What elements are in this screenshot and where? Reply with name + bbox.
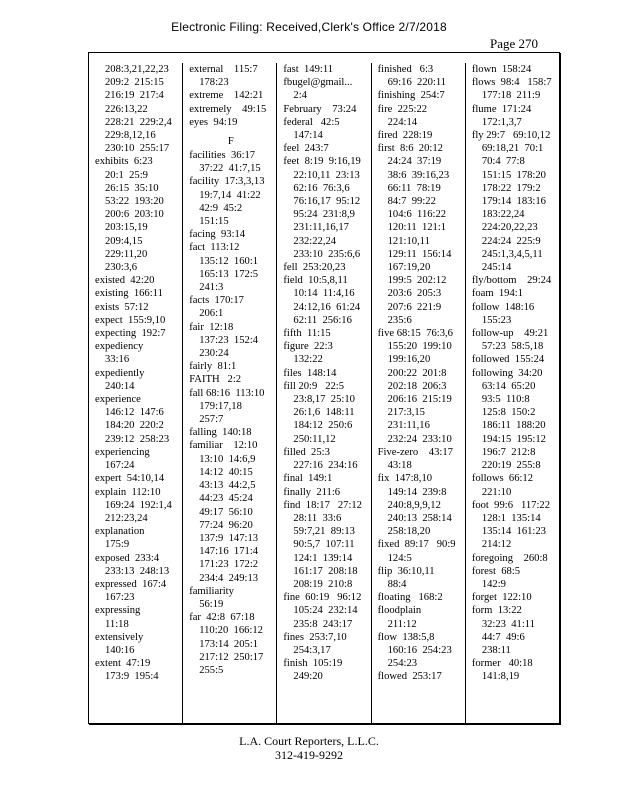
index-page-refs: 226:13,22	[105, 103, 148, 115]
index-page-refs: 38:6 39:16,23	[387, 169, 450, 181]
index-entry: facility 17:3,3,13	[189, 176, 265, 188]
index-entry: former 40:18	[471, 658, 533, 670]
index-entry: fbugel@gmail...	[283, 77, 353, 89]
index-page-refs: 77:24 96:20	[199, 519, 253, 531]
index-page-refs: 229:8,12,16	[105, 130, 156, 142]
index-page-refs: 161:17 208:18	[293, 565, 358, 577]
index-page-refs: 110:20 166:12	[199, 625, 263, 637]
index-entry: facing 93:14	[189, 229, 246, 241]
index-page-refs: 167:23	[105, 592, 135, 604]
index-page-refs: 28:11 33:6	[293, 512, 342, 524]
index-entry: experiencing	[95, 446, 150, 458]
index-page-refs: 199:5 202:12	[387, 275, 447, 287]
index-page-refs: 135:14 161:23	[481, 526, 546, 538]
index-page-refs: 124:1 139:14	[293, 552, 353, 564]
index-entry: feel 243:7	[283, 143, 329, 155]
index-page-refs: 196:7 212:8	[481, 446, 536, 458]
index-page-refs: 62:11 256:16	[293, 314, 352, 326]
index-entry: forest 68:5	[471, 565, 521, 577]
index-page-refs: 66:11 78:19	[387, 182, 441, 194]
index-page-refs: 151:15 178:20	[481, 169, 546, 181]
index-entry: extent 47:19	[95, 658, 151, 670]
index-page-refs: 44:7 49:6	[481, 631, 525, 643]
index-entry: February 73:24	[283, 103, 357, 115]
index-page-refs: 258:18,20	[387, 526, 431, 538]
reporter-name: L.A. Court Reporters, L.L.C.	[239, 734, 379, 748]
index-page-refs: 2:4	[293, 90, 307, 102]
index-page-refs: 88:4	[387, 578, 407, 590]
index-entry: floating 168:2	[377, 592, 443, 604]
index-page-refs: 212:23,24	[105, 512, 148, 524]
index-page-refs: 224:14	[387, 116, 418, 128]
index-entry: fill 20:9 22:5	[283, 380, 345, 392]
index-page-refs: 26:15 35:10	[105, 182, 159, 194]
index-page-refs: 184:20 220:2	[105, 420, 164, 432]
index-page-refs: 165:13 172:5	[199, 268, 259, 280]
index-entry: familiarity	[189, 585, 234, 597]
index-entry: expediency	[95, 341, 144, 353]
index-page-refs: 149:14 239:8	[387, 486, 447, 498]
index-page-refs: 233:13 248:13	[105, 565, 170, 577]
index-entry: follows 66:12	[471, 473, 534, 485]
index-page-refs: 230:3,6	[105, 262, 138, 274]
index-entry: flume 171:24	[471, 103, 532, 115]
index-entry: figure 22:3	[283, 341, 333, 353]
index-page-refs: 184:12 250:6	[293, 420, 353, 432]
index-page-refs: 227:16 234:16	[293, 460, 358, 472]
index-entry: finished 6:3	[377, 64, 434, 75]
index-page-refs: 231:11,16,17	[293, 222, 349, 234]
index-page-refs: 177:18 211:9	[481, 90, 541, 102]
index-entry: familiar 12:10	[189, 440, 258, 452]
index-entry: fine 60:19 96:12	[283, 592, 362, 604]
index-page-refs: 254:3,17	[293, 644, 331, 656]
index-entry: fired 228:19	[377, 130, 433, 142]
index-page-refs: 240:14	[105, 380, 135, 392]
index-page-refs: 69:16 220:11	[387, 77, 447, 89]
index-page-refs: 57:23 58:5,18	[481, 341, 544, 353]
index-entry: eyes 94:19	[189, 116, 238, 128]
index-entry: fire 225:22	[377, 103, 428, 115]
index-page-refs: 224:20,22,23	[481, 222, 538, 234]
index-page-refs: 62:16 76:3,6	[293, 182, 350, 194]
index-page-refs: 76:16,17 95:12	[293, 196, 361, 208]
index-entry: flowed 253:17	[377, 671, 442, 683]
index-page-refs: 224:24 225:9	[481, 235, 541, 247]
index-page-refs: 194:15 195:12	[481, 433, 546, 445]
index-entry: expressed 167:4	[95, 578, 167, 590]
index-page-refs: 229:11,20	[105, 248, 148, 260]
index-entry: following 34:20	[471, 367, 543, 379]
index-page-refs: 167:24	[105, 460, 135, 472]
index-page-refs: 183:22,24	[481, 209, 525, 221]
index-page-refs: 238:11	[481, 644, 511, 656]
index-page-refs: 179:17,18	[199, 400, 242, 412]
index-page-refs: 141:8,19	[481, 671, 520, 683]
index-page-refs: 43:18	[387, 460, 412, 472]
index-entry: followed 155:24	[471, 354, 545, 366]
index-page-refs: 69:18,21 70:1	[481, 143, 544, 155]
index-page-refs: 239:12 258:23	[105, 433, 170, 445]
index-page-refs: 240:8,9,9,12	[387, 499, 441, 511]
index-page-refs: 155:23	[481, 314, 512, 326]
index-page-refs: 214:12	[481, 539, 512, 551]
index-entry: final 149:1	[283, 473, 333, 485]
index-page-refs: 124:5	[387, 552, 412, 564]
index-page-refs: 93:5 110:8	[481, 394, 530, 406]
index-page-refs: 186:11 188:20	[481, 420, 546, 432]
index-entry: fix 147:8,10	[377, 473, 433, 485]
index-page-refs: 203:15,19	[105, 222, 148, 234]
index-page-refs: 202:18 206:3	[387, 380, 447, 392]
index-page-refs: 234:4 249:13	[199, 572, 259, 584]
index-page-refs: 63:14 65:20	[481, 380, 536, 392]
index-page-refs: 24:12,16 61:24	[293, 301, 361, 313]
index-page-refs: 250:11,12	[293, 433, 336, 445]
index-entry: far 42:8 67:18	[189, 612, 255, 624]
index-page-refs: 178:23	[199, 77, 229, 89]
index-entry: falling 140:18	[189, 427, 252, 439]
index-entry: feet 8:19 9:16,19	[283, 156, 361, 168]
index-page-refs: 171:23 172:2	[199, 559, 259, 571]
index-entry: filled 25:3	[283, 446, 330, 458]
index-entry: fall 68:16 113:10	[189, 387, 265, 399]
index-page-refs: 151:15	[199, 216, 229, 228]
index-entry: form 13:22	[471, 605, 522, 617]
index-page-refs: 220:19 255:8	[481, 460, 541, 472]
index-page-refs: 257:7	[199, 414, 224, 426]
index-entry: extreme 142:21	[189, 90, 264, 102]
index-page-refs: 84:7 99:22	[387, 196, 436, 208]
index-page-refs: 173:14 205:1	[199, 638, 259, 650]
index-page-refs: 32:23 41:11	[481, 618, 535, 630]
index-page-refs: 56:19	[199, 598, 224, 610]
index-column-5	[465, 63, 559, 723]
index-entry: expecting 192:7	[95, 328, 166, 340]
index-page-refs: 172:1,3,7	[481, 116, 522, 128]
index-page-refs: 90:5,7 107:11	[293, 539, 355, 551]
index-page-refs: 249:20	[293, 671, 323, 683]
index-entry: fast 149:11	[283, 64, 334, 75]
index-page-refs: 147:14	[293, 130, 323, 142]
index-entry: extremely 49:15	[189, 103, 267, 115]
page-number: Page 270	[489, 36, 538, 51]
index-entry: extensively	[95, 631, 144, 643]
index-page-refs: 120:11 121:1	[387, 222, 447, 234]
footer	[0, 734, 618, 762]
index-page-refs: 37:22 41:7,15	[199, 163, 261, 175]
index-page-refs: 230:10 255:17	[105, 143, 170, 155]
index-page-refs: 228:21 229:2,4	[105, 116, 172, 128]
index-page-refs: 217:3,15	[387, 407, 425, 419]
index-entry: fell 253:20,23	[283, 262, 346, 274]
index-entry: foregoing 260:8	[471, 552, 548, 564]
index-page-refs: 146:12 147:6	[105, 407, 164, 419]
index-page-refs: 231:11,16	[387, 420, 430, 432]
index-column-1	[89, 63, 182, 723]
index-entry: foam 194:1	[471, 288, 524, 300]
index-entry: fly 29:7 69:10,12	[471, 130, 551, 142]
index-page-refs: 23:8,17 25:10	[293, 394, 355, 406]
index-entry: fact 113:12	[189, 242, 240, 254]
index-page-refs: 53:22 193:20	[105, 196, 164, 208]
index-entry: find 18:17 27:12	[283, 499, 362, 511]
index-entry: exhibits 6:23	[95, 156, 153, 168]
index-entry: flow 138:5,8	[377, 631, 435, 643]
index-table	[88, 52, 560, 724]
index-entry: experience	[95, 394, 141, 406]
index-entry: follow 148:16	[471, 301, 535, 313]
letter-heading: F	[227, 136, 234, 148]
index-page-refs: 167:19,20	[387, 262, 431, 274]
index-entry: existing 166:11	[95, 288, 163, 300]
index-entry: fair 12:18	[189, 321, 234, 333]
index-page-refs: 128:1 135:14	[481, 512, 541, 524]
index-page-refs: 245:14	[481, 262, 512, 274]
index-page-refs: 208:19 210:8	[293, 578, 353, 590]
index-page-refs: 179:14 183:16	[481, 196, 546, 208]
index-page-refs: 147:16 171:4	[199, 546, 259, 558]
index-page-refs: 33:16	[105, 354, 130, 366]
index-entry: five 68:15 76:3,6	[377, 328, 453, 340]
index-page-refs: 129:11 156:14	[387, 248, 452, 260]
index-entry: fines 253:7,10	[283, 631, 347, 643]
index-entry: existed 42:20	[95, 275, 155, 287]
index-entry: expert 54:10,14	[95, 473, 165, 485]
index-page-refs: 206:1	[199, 308, 224, 320]
index-entry: expediently	[95, 367, 145, 379]
index-page-refs: 211:12	[387, 618, 417, 630]
index-page-refs: 160:16 254:23	[387, 644, 452, 656]
index-page-refs: 241:3	[199, 282, 224, 294]
index-page-refs: 255:5	[199, 664, 224, 676]
index-entry: floodplain	[377, 605, 422, 617]
index-entry: FAITH 2:2	[189, 374, 242, 386]
index-page-refs: 233:10 235:6,6	[293, 248, 361, 260]
index-page-refs: 216:19 217:4	[105, 90, 164, 102]
index-entry: finish 105:19	[283, 658, 343, 670]
index-page-refs: 155:20 199:10	[387, 341, 452, 353]
index-page-refs: 245:1,3,4,5,11	[481, 248, 543, 260]
index-page-refs: 43:13 44:2,5	[199, 480, 256, 492]
index-page-refs: 173:9 195:4	[105, 671, 159, 683]
index-page-refs: 207:6 221:9	[387, 301, 442, 313]
index-page-refs: 104:6 116:22	[387, 209, 447, 221]
index-entry: Five-zero 43:17	[377, 446, 453, 458]
index-page-refs: 22:10,11 23:13	[293, 169, 360, 181]
index-page-refs: 11:18	[105, 618, 129, 630]
index-entry: files 148:14	[283, 367, 337, 379]
index-page-refs: 240:13 258:14	[387, 512, 452, 524]
index-entry: finally 211:6	[283, 486, 341, 498]
index-column-4	[371, 63, 465, 723]
index-entry: follow-up 49:21	[471, 328, 549, 340]
index-page-refs: 105:24 232:14	[293, 605, 358, 617]
index-page-refs: 132:22	[293, 354, 323, 366]
index-columns	[89, 63, 559, 723]
index-page-refs: 20:1 25:9	[105, 169, 148, 181]
index-page-refs: 137:9 147:13	[199, 532, 259, 544]
index-entry: explanation	[95, 526, 145, 538]
index-page-refs: 125:8 150:2	[481, 407, 536, 419]
index-entry: fixed 89:17 90:9	[377, 539, 456, 551]
index-page-refs: 200:22 201:8	[387, 367, 447, 379]
index-page-refs: 42:9 45:2	[199, 202, 243, 214]
index-page-refs: 26:1,6 148:11	[293, 407, 355, 419]
index-entry: flows 98:4 158:7	[471, 77, 552, 89]
index-page-refs: 232:22,24	[293, 235, 337, 247]
index-page-refs: 59:7,21 89:13	[293, 526, 355, 538]
index-page-refs: 70:4 77:8	[481, 156, 525, 168]
index-page-refs: 135:12 160:1	[199, 255, 259, 267]
index-page-refs: 142:9	[481, 578, 506, 590]
index-page-refs: 175:9	[105, 539, 130, 551]
index-page-refs: 199:16,20	[387, 354, 431, 366]
index-page-refs: 217:12 250:17	[199, 651, 264, 663]
index-page-refs: 178:22 179:2	[481, 182, 541, 194]
index-page-refs: 206:16 215:19	[387, 394, 452, 406]
index-page-refs: 232:24 233:10	[387, 433, 452, 445]
reporter-phone: 312-419-9292	[275, 748, 343, 762]
index-entry: external 115:7	[189, 64, 258, 75]
index-page-refs: 209:4,15	[105, 235, 143, 247]
index-entry: expect 155:9,10	[95, 314, 166, 326]
index-page-refs: 24:24 37:19	[387, 156, 442, 168]
index-entry: forget 122:10	[471, 592, 532, 604]
index-page-refs: 13:10 14:6,9	[199, 453, 256, 465]
index-entry: first 8:6 20:12	[377, 143, 443, 155]
index-page-refs: 10:14 11:4,16	[293, 288, 355, 300]
index-page-refs: 95:24 231:8,9	[293, 209, 355, 221]
index-page-refs: 235:6	[387, 314, 412, 326]
index-entry: flown 158:24	[471, 64, 532, 75]
index-page-refs: 230:24	[199, 348, 229, 360]
index-page-refs: 44:23 45:24	[199, 493, 253, 505]
index-page-refs: 19:7,14 41:22	[199, 189, 261, 201]
index-entry: facts 170:17	[189, 295, 244, 307]
index-page-refs: 49:17 56:10	[199, 506, 253, 518]
efiling-stamp: Electronic Filing: Received,Clerk's Office 2/7/2018	[171, 20, 447, 34]
index-column-2	[182, 63, 276, 723]
index-page-refs: 221:10	[481, 486, 512, 498]
index-entry: federal 42:5	[283, 116, 340, 128]
index-page-refs: 203:6 205:3	[387, 288, 442, 300]
index-entry: facilities 36:17	[189, 150, 256, 162]
index-page-refs: 254:23	[387, 658, 418, 670]
index-page-refs: 121:10,11	[387, 235, 430, 247]
index-page-refs: 14:12 40:15	[199, 466, 253, 478]
index-page-refs: 200:6 203:10	[105, 209, 164, 221]
index-page-refs: 235:8 243:17	[293, 618, 353, 630]
index-entry: explain 112:10	[95, 486, 161, 498]
index-column-3	[276, 63, 370, 723]
index-entry: exists 57:12	[95, 301, 149, 313]
index-entry: fifth 11:15	[283, 328, 331, 340]
index-page-refs: 208:3,21,22,23	[105, 64, 169, 75]
index-page-refs: 169:24 192:1,4	[105, 499, 172, 511]
index-page-refs: 137:23 152:4	[199, 334, 259, 346]
index-entry: finishing 254:7	[377, 90, 445, 102]
index-entry: fly/bottom 29:24	[471, 275, 552, 287]
index-entry: field 10:5,8,11	[283, 275, 348, 287]
index-entry: flip 36:10,11	[377, 565, 435, 577]
index-entry: exposed 233:4	[95, 552, 160, 564]
index-entry: fairly 81:1	[189, 361, 237, 373]
index-entry: expressing	[95, 605, 141, 617]
index-entry: foot 99:6 117:22	[471, 499, 550, 511]
index-page-refs: 209:2 215:15	[105, 77, 164, 89]
index-page-refs: 140:16	[105, 644, 135, 656]
